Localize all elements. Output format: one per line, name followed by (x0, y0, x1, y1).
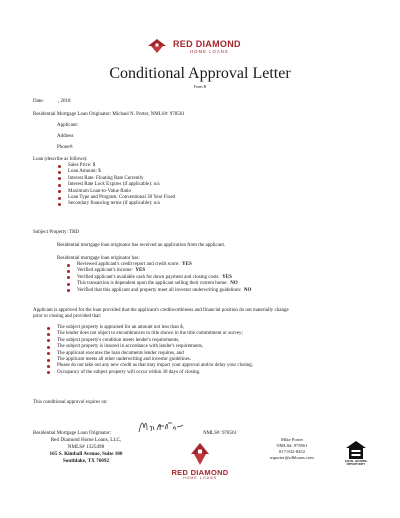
bullet-icon (47, 371, 50, 374)
list-item: The lender does not object to encumbrances to title shown in the title commitment or survey; (47, 331, 253, 337)
list-item: Verified that this applicant and property meet all investor underwriting guidelines: NO (67, 288, 251, 294)
bullet-icon (67, 289, 70, 292)
signature-label: Residential Mortgage Loan Originator: (33, 431, 112, 436)
diamond-house-logo-icon (167, 440, 233, 468)
loan-heading: Loan (describe as follows): (33, 157, 88, 162)
list-item: Maximum Loan-to-Value Ratio (58, 189, 175, 195)
bullet-icon (67, 264, 70, 267)
list-item: Occupancy of the subject property will occur within 30 days of closing. (47, 370, 253, 376)
list-item: The applicant executes the loan documents lender requires, and (47, 351, 253, 357)
list-item: This transaction is dependent upon the applicant selling their current home: NO (67, 281, 251, 287)
list-item: The applicant meets all other underwriting and investor guidelines. (47, 357, 253, 363)
list-item: The subject property is appraised for an amount not less than $, (47, 325, 253, 331)
bullet-icon (58, 171, 61, 174)
list-item: Interest Rate: Floating Rate Currently (58, 176, 175, 182)
bullet-icon (58, 197, 61, 200)
subject-property: Subject Property: TBD (33, 230, 80, 235)
list-item: Sales Price: $ (58, 163, 175, 169)
diamond-house-logo-icon (145, 38, 169, 54)
signature-image-icon (137, 418, 185, 436)
bullet-icon (47, 339, 50, 342)
date-label: Date: (33, 99, 44, 104)
contact-nmls: NMLS#: 978561 (276, 443, 308, 448)
bullet-icon (47, 365, 50, 368)
answer-value: YES (135, 268, 146, 274)
bullet-icon (47, 359, 50, 362)
answer-value: NO (243, 287, 252, 293)
list-item: Secondary financing terms (if applicable): n/a (58, 201, 175, 207)
list-item: Interest Rate Lock Expires (if applicable): n/a (58, 182, 175, 188)
received-text: Residential mortgage loan originator has received an application from the applicant. (57, 243, 226, 248)
conditions-list (47, 325, 253, 376)
footer-brand-name: RED DIAMOND (171, 468, 229, 477)
bullet-icon (47, 352, 50, 355)
footer-address-line-2: Southlake, TX 76092 (62, 458, 110, 464)
bullet-icon (67, 283, 70, 286)
equal-housing-logo (345, 440, 367, 468)
list-item: Loan Type and Program: Conventional 30 Year Fixed (58, 195, 175, 201)
list-item: Reviewed applicant's credit report and credit score: YES (67, 262, 251, 268)
footer-company-nmls: NMLS# 1325498 (67, 444, 105, 450)
brand-subtitle: HOME LOANS (190, 49, 229, 54)
loan-details-list (58, 163, 175, 208)
header-logo (145, 36, 265, 58)
contact-email[interactable]: mporter@rdhloans.com (270, 455, 314, 460)
bullet-icon (58, 203, 61, 206)
equal-housing-house-icon (345, 440, 367, 460)
approval-text-line-2: prior to closing and provided that: (33, 314, 102, 319)
footer-logo (167, 440, 233, 480)
list-item: The subject property's condition meets lender's requirements, (47, 338, 253, 344)
footer-contact-info (262, 437, 322, 461)
brand-name: RED DIAMOND (173, 39, 241, 49)
date-value: , 2018 (58, 99, 71, 104)
bullet-icon (67, 276, 70, 279)
bullet-icon (58, 184, 61, 187)
list-item: Please do not take out any new credit as that may impact your approval and/or delay your closing. (47, 363, 253, 369)
answer-value: YES (182, 262, 192, 267)
bullet-icon (58, 165, 61, 168)
signature-nmls: NMLS#: 978561 (203, 431, 238, 436)
address-label: Address (57, 134, 74, 139)
bullet-icon (58, 177, 61, 180)
list-item: Loan Amount: $ (58, 169, 175, 175)
list-item: Verified applicant's available cash for down payment and closing costs: YES (67, 275, 251, 281)
footer-brand-subtitle: HOME LOANS (183, 476, 217, 480)
footer-company-info (36, 437, 136, 465)
originator-has-text: Residential mortgage loan originator has: (57, 256, 140, 261)
expires-text: This conditional approval expires on: (33, 400, 108, 405)
list-item: The subject property is insured in accordance with lender's requirements, (47, 344, 253, 350)
contact-name: Mike Porter (280, 437, 304, 442)
answer-value: NO (230, 281, 238, 287)
footer-address-line-1: 165 S. Kimball Avenue, Suite 100 (49, 451, 123, 457)
footer-company: Red Diamond Home Loans, LLC, (50, 437, 122, 443)
form-id: Form B (193, 84, 207, 89)
verification-list (67, 262, 251, 294)
originator-line: Residential Mortgage Loan Originator: Michael N. Porter, NMLS#: 978561 (33, 112, 185, 117)
bullet-icon (67, 270, 70, 273)
applicant-label: Applicant: (57, 123, 79, 128)
approval-text-line-1: Applicant is approved for the loan provided that the applicant's creditworthiness and financial position do not materially change (33, 308, 289, 313)
bullet-icon (47, 327, 50, 330)
bullet-icon (47, 333, 50, 336)
bullet-icon (58, 190, 61, 193)
answer-value: YES (222, 274, 232, 280)
page-title: Conditional Approval Letter (109, 65, 291, 82)
bullet-icon (47, 346, 50, 349)
eho-line-2: OPPORTUNITY (346, 463, 366, 466)
eho-line-1: EQUAL HOUSING (345, 460, 367, 463)
phone-label: Phone#: (57, 145, 74, 150)
list-item: Verified applicant's income: YES (67, 268, 251, 274)
contact-phone: 817-832-8452 (278, 449, 306, 454)
